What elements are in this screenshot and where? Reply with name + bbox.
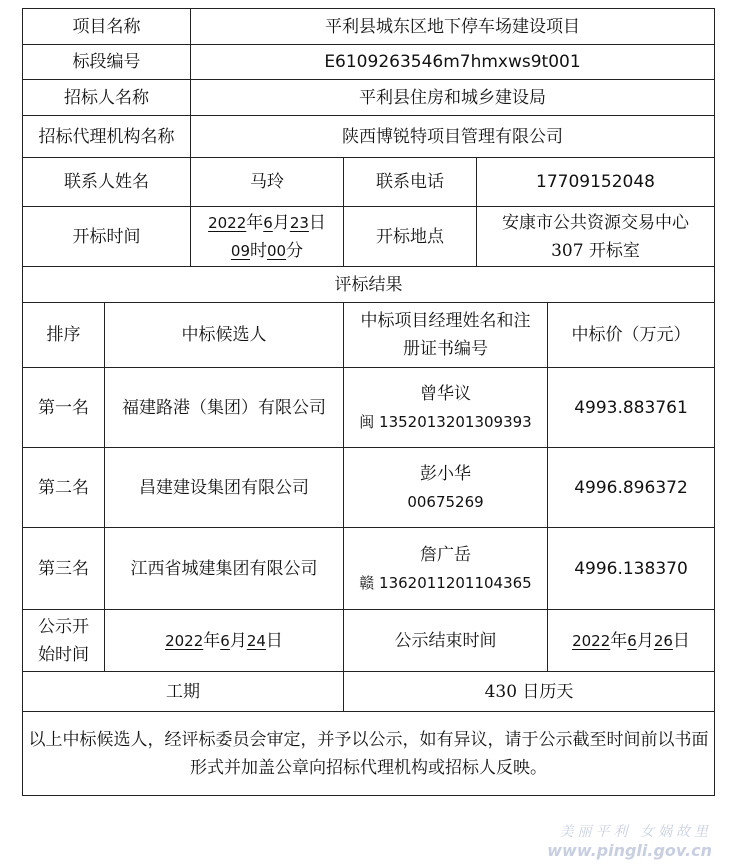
manager-name: 彭小华 <box>420 463 471 484</box>
candidate-name: 昌建建设集团有限公司 <box>105 448 344 528</box>
candidate-manager <box>344 448 548 528</box>
duration-value: 430 日历天 <box>344 672 715 712</box>
manager-name: 曾华议 <box>420 383 471 404</box>
table-row <box>23 368 715 448</box>
header-manager-line1: 中标项目经理姓名和注 <box>360 311 531 331</box>
contact-name-label: 联系人姓名 <box>23 158 191 207</box>
opening-day: 23 <box>289 213 309 232</box>
opening-minute: 00 <box>267 241 287 260</box>
opening-place-label: 开标地点 <box>344 207 477 267</box>
opening-year-unit: 年 <box>246 212 264 233</box>
row-result-header <box>23 303 715 368</box>
start-month: 6 <box>220 631 230 650</box>
start-day: 24 <box>246 631 266 650</box>
publicity-start-label-line2: 始时间 <box>38 644 89 665</box>
watermark-url: www.pingli.gov.cn <box>547 841 712 860</box>
end-year: 2022 <box>572 631 611 650</box>
end-month: 6 <box>627 631 637 650</box>
row-section-no <box>23 45 715 80</box>
header-candidate: 中标候选人 <box>105 303 344 368</box>
manager-cert: 00675269 <box>407 492 484 511</box>
result-title: 评标结果 <box>23 267 715 303</box>
note-text: 以上中标候选人，经评标委员会审定，并予以公示，如有异议，请于公示截至时间前以书面形式并加盖公章向招标代理机构或招标人反映。 <box>23 712 715 796</box>
duration-label: 工期 <box>23 672 344 712</box>
opening-month: 6 <box>263 213 273 232</box>
opening-minute-unit: 分 <box>286 240 304 261</box>
opening-place-line2: 307 开标室 <box>551 240 640 261</box>
end-day-unit: 日 <box>672 630 690 651</box>
row-result-title <box>23 267 715 303</box>
header-price: 中标价（万元） <box>548 303 715 368</box>
start-month-unit: 月 <box>229 630 247 651</box>
header-rank: 排序 <box>23 303 105 368</box>
manager-cert: 闽 1352013201309393 <box>359 412 532 431</box>
candidate-name: 福建路港（集团）有限公司 <box>105 368 344 448</box>
row-contact <box>23 158 715 207</box>
candidate-price: 4996.896372 <box>548 448 715 528</box>
candidate-price: 4993.883761 <box>548 368 715 448</box>
opening-hour-unit: 时 <box>250 240 267 261</box>
row-tenderer <box>23 80 715 116</box>
row-duration <box>23 672 715 712</box>
candidate-rank: 第三名 <box>23 528 105 610</box>
project-name-value: 平利县城东区地下停车场建设项目 <box>191 9 715 45</box>
contact-phone-label: 联系电话 <box>344 158 477 207</box>
site-watermark <box>547 821 712 860</box>
candidate-rank: 第一名 <box>23 368 105 448</box>
contact-phone-value: 17709152048 <box>477 158 715 207</box>
tenderer-label: 招标人名称 <box>23 80 191 116</box>
opening-day-unit: 日 <box>308 212 326 233</box>
publicity-start-label <box>23 610 105 672</box>
candidate-name: 江西省城建集团有限公司 <box>105 528 344 610</box>
row-note <box>23 712 715 796</box>
header-manager <box>344 303 548 368</box>
start-year-unit: 年 <box>203 630 221 651</box>
opening-place-line1: 安康市公共资源交易中心 <box>502 212 689 233</box>
candidate-manager <box>344 528 548 610</box>
section-no-value: E6109263546m7hmxws9t001 <box>191 45 715 80</box>
opening-hour: 09 <box>230 241 250 260</box>
end-year-unit: 年 <box>610 630 628 651</box>
opening-time-label: 开标时间 <box>23 207 191 267</box>
header-manager-line2: 册证书编号 <box>403 339 488 359</box>
opening-year: 2022 <box>208 213 247 232</box>
publicity-end-value <box>548 610 715 672</box>
agency-value: 陕西博锐特项目管理有限公司 <box>191 116 715 158</box>
section-no-label: 标段编号 <box>23 45 191 80</box>
agency-label: 招标代理机构名称 <box>23 116 191 158</box>
contact-name-value: 马玲 <box>191 158 344 207</box>
row-project-name <box>23 9 715 45</box>
start-day-unit: 日 <box>265 630 283 651</box>
row-opening <box>23 207 715 267</box>
manager-name: 詹广岳 <box>420 544 471 565</box>
opening-place-value <box>477 207 715 267</box>
publicity-start-value <box>105 610 344 672</box>
end-month-unit: 月 <box>636 630 654 651</box>
candidate-price: 4996.138370 <box>548 528 715 610</box>
start-year: 2022 <box>165 631 204 650</box>
publicity-start-label-line1: 公示开 <box>38 616 89 637</box>
row-agency <box>23 116 715 158</box>
bid-result-table <box>22 8 715 796</box>
publicity-end-label: 公示结束时间 <box>344 610 548 672</box>
table-row <box>23 448 715 528</box>
candidate-rank: 第二名 <box>23 448 105 528</box>
manager-cert: 赣 1362011201104365 <box>359 573 532 592</box>
opening-month-unit: 月 <box>272 212 290 233</box>
candidate-manager <box>344 368 548 448</box>
project-name-label: 项目名称 <box>23 9 191 45</box>
watermark-slogan: 美丽平利 女娲故里 <box>559 824 712 840</box>
table-row <box>23 528 715 610</box>
end-day: 26 <box>653 631 673 650</box>
tenderer-value: 平利县住房和城乡建设局 <box>191 80 715 116</box>
opening-time-value <box>191 207 344 267</box>
row-publicity <box>23 610 715 672</box>
